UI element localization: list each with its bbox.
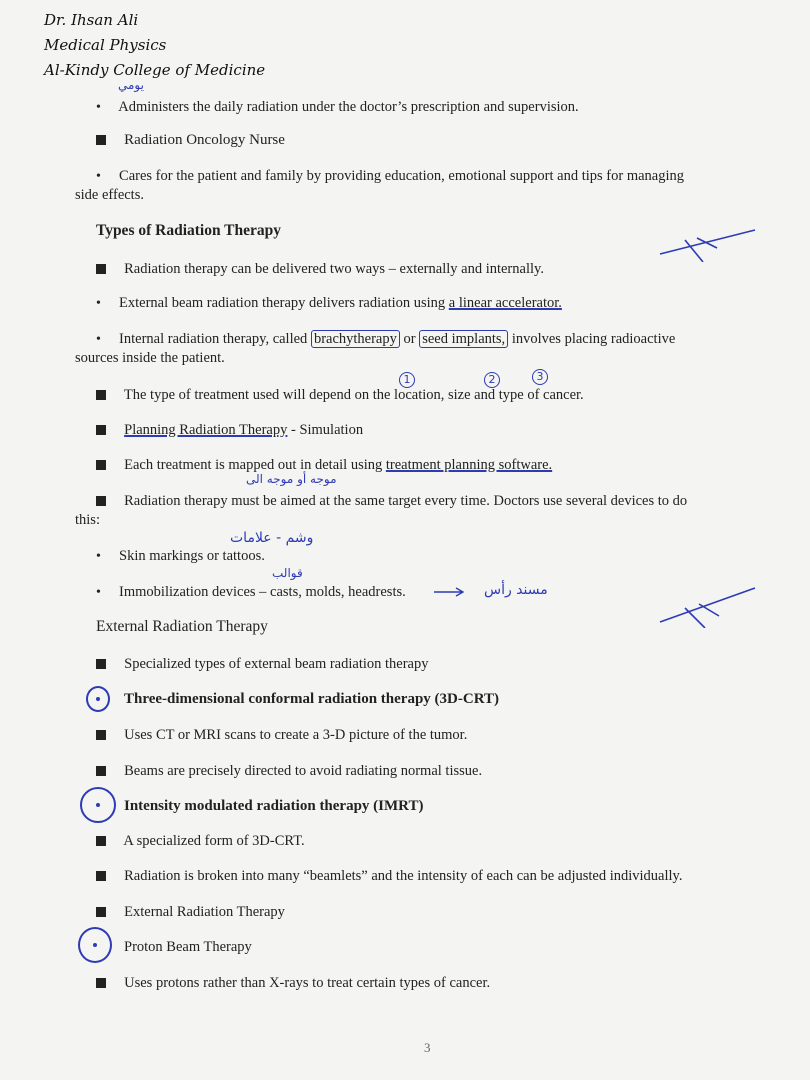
page-number: 3 <box>424 1040 431 1055</box>
section-heading-types: Types of Radiation Therapy <box>96 222 282 239</box>
list-item <box>96 98 579 117</box>
handwritten-number-3: 3 <box>532 369 548 385</box>
handwritten-number-1: 1 <box>399 372 415 388</box>
underlined-term: Planning Radiation Therapy <box>124 422 288 438</box>
list-item-continuation: side effects. <box>75 187 144 203</box>
list-item-text: External beam radiation therapy delivers radiation using <box>119 295 449 311</box>
header-author: Dr. Ihsan Ali <box>44 11 139 29</box>
header-subject: Medical Physics <box>44 36 167 54</box>
list-item-text: External Radiation Therapy <box>124 904 285 920</box>
square-bullet-icon <box>96 766 106 776</box>
bullet-dot-icon: • <box>96 169 101 184</box>
list-item-continuation: this: <box>75 512 100 528</box>
conjunction-text: or <box>399 331 420 347</box>
handwritten-circle-icon <box>78 927 112 963</box>
boxed-term-seed-implants: seed implants, <box>419 330 508 348</box>
handwritten-arrow-icon <box>432 586 468 598</box>
list-item-text: Radiation therapy must be aimed at the same target every time. Doctors use several devices to do <box>124 493 688 509</box>
list-item-text: Each treatment is mapped out in detail using <box>124 457 386 473</box>
list-item <box>96 867 683 885</box>
list-item-text: Radiation is broken into many “beamlets” and the intensity of each can be adjusted individually. <box>124 868 683 884</box>
list-item-text: involves placing radioactive <box>508 331 676 347</box>
underlined-term: a linear accelerator. <box>448 295 562 311</box>
square-bullet-icon <box>96 264 106 274</box>
list-item-text: Immobilization devices – casts, molds, headrests. <box>119 584 406 600</box>
list-item <box>96 131 285 149</box>
section-heading-external: External Radiation Therapy <box>96 618 268 635</box>
list-item-continuation: sources inside the patient. <box>75 350 225 366</box>
square-bullet-icon <box>96 907 106 917</box>
list-item <box>96 386 584 404</box>
bullet-dot-icon: • <box>96 296 101 311</box>
list-item <box>96 260 544 278</box>
list-item-text: The type of treatment used will depend on the location, size and type of cancer. <box>123 387 584 403</box>
bullet-dot-icon: • <box>96 585 101 600</box>
square-bullet-icon <box>96 390 106 400</box>
page-header <box>44 8 265 83</box>
handwritten-note-arabic: قوالب <box>272 566 303 580</box>
list-item-text: A specialized form of 3D-CRT. <box>123 833 305 849</box>
square-bullet-icon <box>96 871 106 881</box>
handwritten-note-arabic: مسند رأس <box>484 582 548 598</box>
bullet-dot-icon: • <box>96 549 101 564</box>
list-item-text: Uses CT or MRI scans to create a 3-D picture of the tumor. <box>124 727 468 743</box>
handwritten-note-arabic: وشم - علامات <box>230 530 314 546</box>
handwritten-checkmark-icon <box>655 582 765 628</box>
list-item-text: Specialized types of external beam radiation therapy <box>124 656 429 672</box>
handwritten-number-2: 2 <box>484 372 500 388</box>
list-item-text: Administers the daily radiation under the doctor’s prescription and supervision. <box>118 99 579 115</box>
square-bullet-icon <box>96 496 106 506</box>
list-item <box>96 974 490 992</box>
bullet-dot-icon: • <box>96 100 101 115</box>
list-item <box>96 832 305 850</box>
handwritten-checkmark-icon <box>655 222 765 262</box>
therapy-type-imrt: Intensity modulated radiation therapy (IMRT) <box>124 798 424 814</box>
list-item-text: Skin markings or tattoos. <box>119 548 265 564</box>
square-bullet-icon <box>96 978 106 988</box>
list-item-text: - Simulation <box>287 422 364 438</box>
list-item <box>96 330 675 349</box>
therapy-type-proton: Proton Beam Therapy <box>124 939 252 955</box>
square-bullet-icon <box>96 460 106 470</box>
bullet-dot-icon: • <box>96 332 101 347</box>
handwritten-circle-icon <box>86 686 110 712</box>
handwritten-circle-icon <box>80 787 116 823</box>
handwritten-note-arabic: يومي <box>118 78 144 92</box>
underlined-term: treatment planning software. <box>385 457 553 473</box>
list-item <box>96 421 363 439</box>
list-item <box>96 726 467 744</box>
list-item <box>96 547 265 566</box>
square-bullet-icon <box>96 135 106 145</box>
handwritten-note-arabic: موجه أو موجه الى <box>246 472 337 486</box>
square-bullet-icon <box>96 425 106 435</box>
boxed-term-brachytherapy: brachytherapy <box>311 330 400 348</box>
list-item-text: Uses protons rather than X-rays to treat certain types of cancer. <box>124 975 491 991</box>
header-college: Al-Kindy College of Medicine <box>44 61 266 79</box>
list-item <box>96 583 406 602</box>
therapy-type-3dcrt: Three-dimensional conformal radiation therapy (3D-CRT) <box>124 691 500 707</box>
list-item-text: Cares for the patient and family by providing education, emotional support and tips for managing <box>119 168 684 184</box>
list-item <box>96 903 285 921</box>
list-item-text: Radiation therapy can be delivered two ways – externally and internally. <box>124 261 544 277</box>
list-item <box>96 762 482 780</box>
list-item <box>96 492 687 510</box>
list-item-text: Internal radiation therapy, called <box>119 331 311 347</box>
list-item <box>96 294 562 313</box>
list-item <box>96 167 684 186</box>
list-item <box>96 655 429 673</box>
square-bullet-icon <box>96 836 106 846</box>
list-item-text: Beams are precisely directed to avoid radiating normal tissue. <box>124 763 483 779</box>
role-title: Radiation Oncology Nurse <box>124 132 285 148</box>
square-bullet-icon <box>96 730 106 740</box>
square-bullet-icon <box>96 659 106 669</box>
